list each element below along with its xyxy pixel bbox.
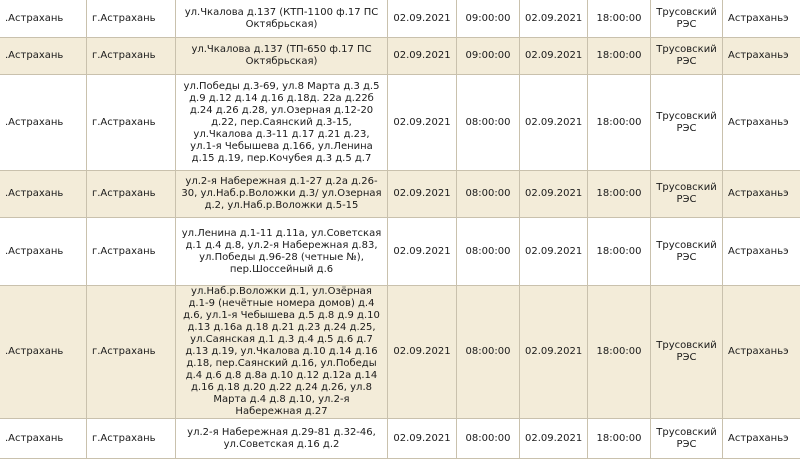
start-time-cell: 08:00:00 <box>457 419 520 459</box>
start-date-cell: 02.09.2021 <box>388 75 457 171</box>
res-cell: Трусовский РЭС <box>651 0 723 38</box>
region-cell: .Астрахань <box>0 0 87 38</box>
address-cell: ул.Чкалова д.137 (КТП-1100 ф.17 ПС Октябрьская) <box>176 0 388 38</box>
end-date-cell: 02.09.2021 <box>520 419 588 459</box>
end-time-cell: 18:00:00 <box>588 419 651 459</box>
branch-cell: Астраханьэ <box>723 0 800 38</box>
city-cell: г.Астрахань <box>87 419 176 459</box>
res-cell: Трусовский РЭС <box>651 218 723 286</box>
region-cell: .Астрахань <box>0 218 87 286</box>
end-date-cell: 02.09.2021 <box>520 0 588 38</box>
city-cell: г.Астрахань <box>87 38 176 75</box>
branch-cell: Астраханьэ <box>723 419 800 459</box>
address-cell: ул.Победы д.3-69, ул.8 Марта д.3 д.5 д.9 д.12 д.14 д.16 д.18д. 22а д.22б д.24 д.26 д.28, ул.Озерная д.12-20 д.22, пер.Саянский д.3-15, ул.Чкалова д.3-11 д.17 д.21 д.23, ул.1-я Чебышева д.166, ул.Ленина д.15 д.19, пер.Кочубея д.3 д.5 д.7 <box>176 75 388 171</box>
end-date-cell: 02.09.2021 <box>520 75 588 171</box>
end-time-cell: 18:00:00 <box>588 38 651 75</box>
region-cell: .Астрахань <box>0 419 87 459</box>
table-row <box>0 419 800 459</box>
city-cell: г.Астрахань <box>87 218 176 286</box>
start-date-cell: 02.09.2021 <box>388 0 457 38</box>
branch-cell: Астраханьэ <box>723 38 800 75</box>
start-time-cell: 08:00:00 <box>457 286 520 419</box>
start-time-cell: 08:00:00 <box>457 218 520 286</box>
address-cell: ул.2-я Набережная д.29-81 д.32-46, ул.Советская д.16 д.2 <box>176 419 388 459</box>
start-time-cell: 09:00:00 <box>457 0 520 38</box>
res-cell: Трусовский РЭС <box>651 38 723 75</box>
city-cell: г.Астрахань <box>87 0 176 38</box>
city-cell: г.Астрахань <box>87 286 176 419</box>
city-cell: г.Астрахань <box>87 75 176 171</box>
table-row <box>0 218 800 286</box>
address-cell: ул.2-я Набережная д.1-27 д.2а д.26-30, ул.Наб.р.Воложки д.3/ ул.Озерная д.2, ул.Наб.р.Воложки д.5-15 <box>176 171 388 218</box>
table-row <box>0 75 800 171</box>
start-date-cell: 02.09.2021 <box>388 38 457 75</box>
end-time-cell: 18:00:00 <box>588 218 651 286</box>
start-date-cell: 02.09.2021 <box>388 419 457 459</box>
region-cell: .Астрахань <box>0 75 87 171</box>
start-time-cell: 08:00:00 <box>457 75 520 171</box>
region-cell: .Астрахань <box>0 286 87 419</box>
end-time-cell: 18:00:00 <box>588 75 651 171</box>
table-row <box>0 286 800 419</box>
end-date-cell: 02.09.2021 <box>520 171 588 218</box>
end-date-cell: 02.09.2021 <box>520 38 588 75</box>
address-cell: ул.Ленина д.1-11 д.11а, ул.Советская д.1 д.4 д.8, ул.2-я Набережная д.83, ул.Победы д.96-28 (четные №), пер.Шоссейный д.6 <box>176 218 388 286</box>
res-cell: Трусовский РЭС <box>651 419 723 459</box>
region-cell: .Астрахань <box>0 171 87 218</box>
end-time-cell: 18:00:00 <box>588 171 651 218</box>
table-row <box>0 171 800 218</box>
start-time-cell: 08:00:00 <box>457 171 520 218</box>
end-time-cell: 18:00:00 <box>588 286 651 419</box>
branch-cell: Астраханьэ <box>723 218 800 286</box>
branch-cell: Астраханьэ <box>723 75 800 171</box>
start-date-cell: 02.09.2021 <box>388 218 457 286</box>
table-row <box>0 38 800 75</box>
res-cell: Трусовский РЭС <box>651 75 723 171</box>
branch-cell: Астраханьэ <box>723 286 800 419</box>
end-date-cell: 02.09.2021 <box>520 286 588 419</box>
address-cell: ул.Чкалова д.137 (ТП-650 ф.17 ПС Октябрьская) <box>176 38 388 75</box>
region-cell: .Астрахань <box>0 38 87 75</box>
address-cell: ул.Наб.р.Воложки д.1, ул.Озёрная д.1-9 (нечётные номера домов) д.4 д.6, ул.1-я Чебышева д.5 д.8 д.9 д.10 д.13 д.16а д.18 д.21 д.23 д.24 д.25, ул.Саянская д.1 д.3 д.4 д.5 д.6 д.7 д.13 д.19, ул.Чкалова д.10 д.14 д.16 д.18, пер.Саянский д.16, ул.Победы д.4 д.6 д.8 д.8а д.10 д.12 д.12а д.14 д.16 д.18 д.20 д.22 д.24 д.26, ул.8 Марта д.4 д.8 д.10, ул.2-я Набережная д.27 <box>176 286 388 419</box>
start-date-cell: 02.09.2021 <box>388 171 457 218</box>
table-row <box>0 0 800 38</box>
res-cell: Трусовский РЭС <box>651 286 723 419</box>
end-time-cell: 18:00:00 <box>588 0 651 38</box>
end-date-cell: 02.09.2021 <box>520 218 588 286</box>
city-cell: г.Астрахань <box>87 171 176 218</box>
branch-cell: Астраханьэ <box>723 171 800 218</box>
start-date-cell: 02.09.2021 <box>388 286 457 419</box>
res-cell: Трусовский РЭС <box>651 171 723 218</box>
start-time-cell: 09:00:00 <box>457 38 520 75</box>
